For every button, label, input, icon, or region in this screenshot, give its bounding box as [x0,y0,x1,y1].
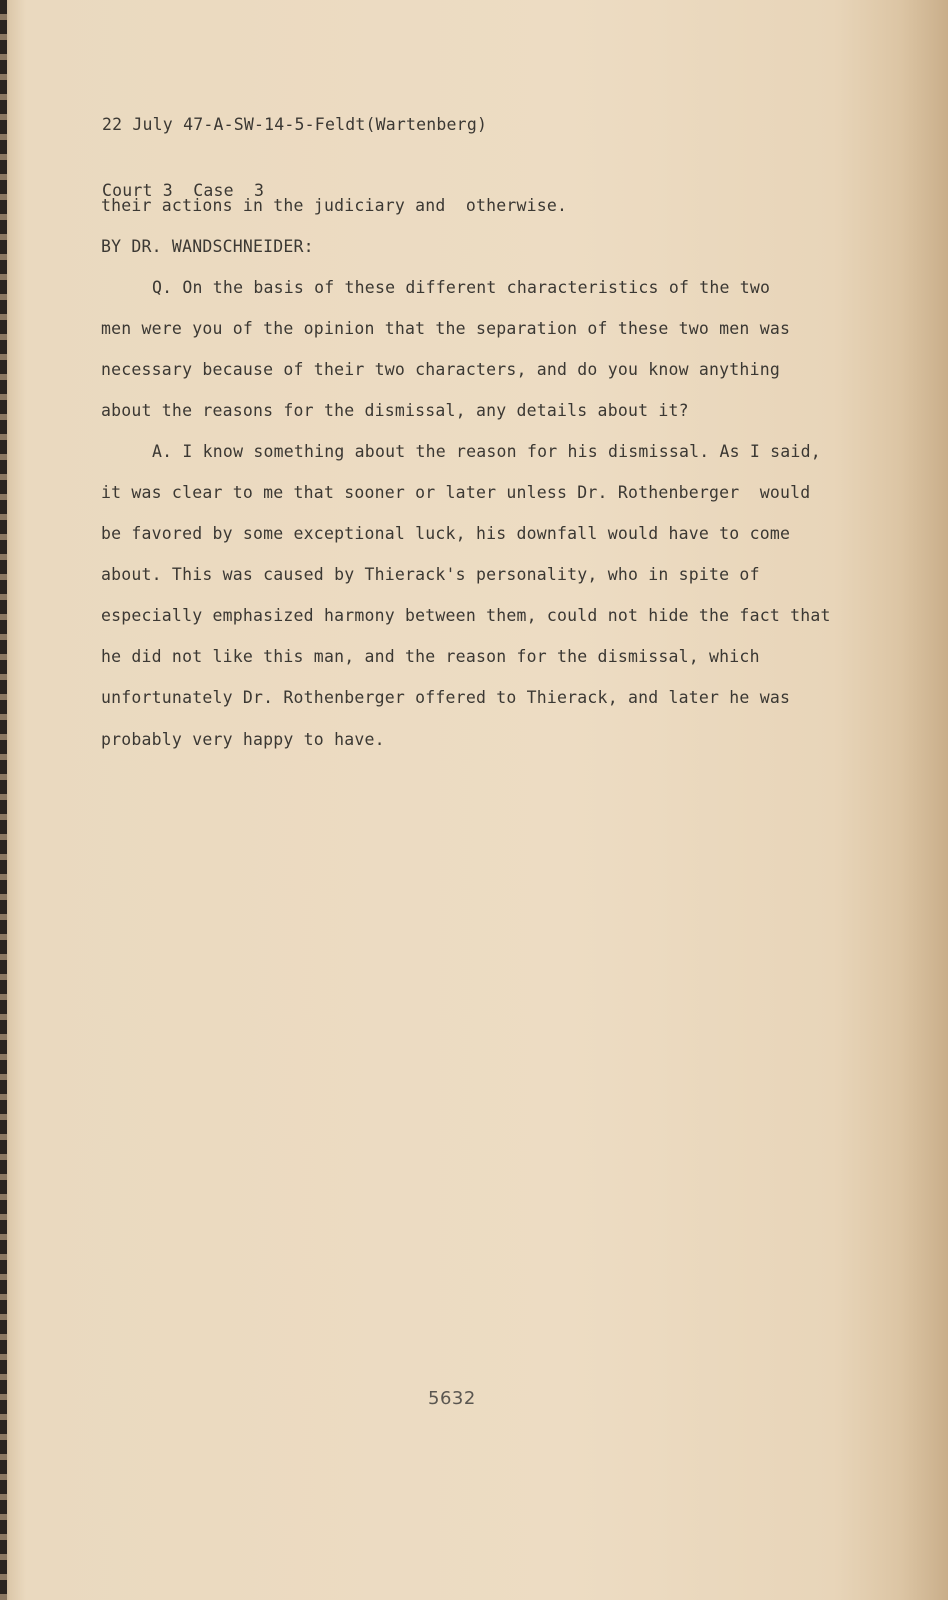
body-line: about the reasons for the dismissal, any details about it? [101,401,689,420]
body-line: about. This was caused by Thierack's personality, who in spite of [101,565,760,584]
document-header [102,70,487,246]
body-line: probably very happy to have. [101,730,385,749]
body-line: men were you of the opinion that the separation of these two men was [101,319,791,338]
body-line: be favored by some exceptional luck, his downfall would have to come [101,524,791,543]
body-line: their actions in the judiciary and otherwise. [101,196,568,215]
body-line: he did not like this man, and the reason for the dismissal, which [101,647,760,666]
header-date-reference: 22 July 47-A-SW-14-5-Feldt(Wartenberg) [102,115,488,134]
question-line: Q. On the basis of these different characteristics of the two [152,278,771,297]
body-line: especially emphasized harmony between them, could not hide the fact that [101,606,831,625]
body-line: necessary because of their two characters, and do you know anything [101,360,780,379]
answer-line: A. I know something about the reason for his dismissal. As I said, [152,442,821,461]
body-line: unfortunately Dr. Rothenberger offered to Thierack, and later he was [101,688,791,707]
examiner-heading: BY DR. WANDSCHNEIDER: [101,237,314,256]
page-number: 5632 [428,1388,476,1409]
body-line: it was clear to me that sooner or later unless Dr. Rothenberger would [101,483,811,502]
header-court-case: Court 3 Case 3 [102,181,265,200]
binding-edge [0,0,7,1600]
